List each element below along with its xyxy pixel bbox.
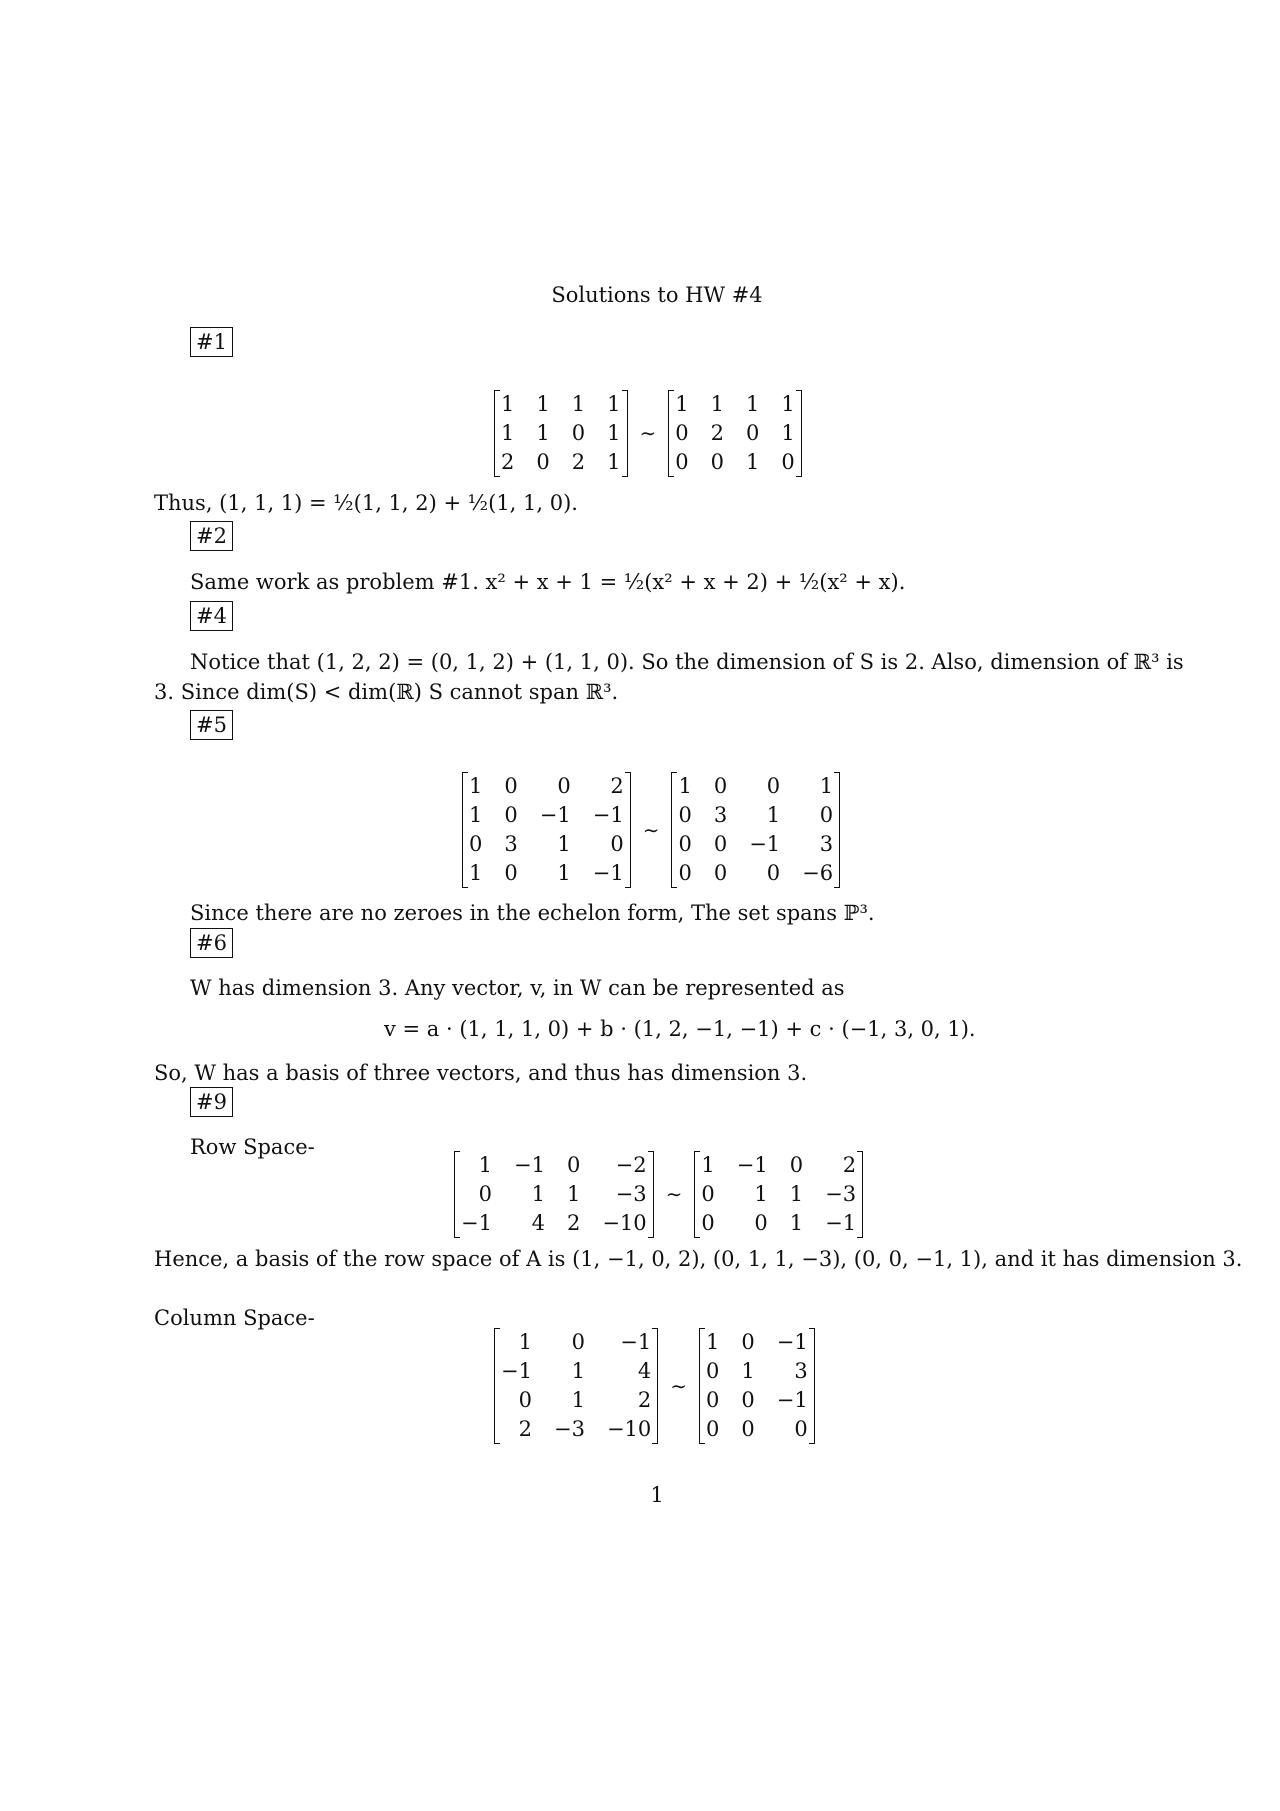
matrix-table	[706, 1328, 808, 1444]
matrix-entry: 1	[571, 1359, 585, 1383]
matrix-entry: 1	[819, 774, 834, 798]
matrix-entry: −1	[749, 832, 781, 856]
matrix-entry: 1	[607, 450, 621, 474]
matrix-entry: 1	[469, 774, 483, 798]
matrix-entry: −2	[615, 1153, 647, 1177]
matrix-row	[701, 1151, 856, 1180]
matrix-entry: −1	[736, 1153, 768, 1177]
matrix-entry: 0	[741, 1417, 755, 1441]
matrix-entry: 1	[781, 421, 795, 445]
matrix-entry: 0	[678, 861, 692, 885]
matrix-entry: 3	[819, 832, 834, 856]
matrix-entry: −6	[802, 861, 834, 885]
matrix-row	[706, 1415, 808, 1444]
matrix-row	[675, 390, 795, 419]
matrix-entry: 0	[571, 1330, 585, 1354]
matrix-entry: 1	[557, 832, 571, 856]
matrix-row	[678, 859, 833, 888]
row-equivalence-symbol: ∼	[670, 1373, 688, 1398]
matrix-entry: 1	[789, 1211, 804, 1235]
matrix-entry: −1	[776, 1388, 808, 1412]
problem-5-text: Since there are no zeroes in the echelon form, The set spans ℙ³.	[190, 901, 875, 925]
page-number: 1	[650, 1483, 664, 1507]
matrix-entry: 0	[766, 774, 781, 798]
matrix-entry: −1	[776, 1330, 808, 1354]
row-space-heading: Row Space-	[190, 1135, 315, 1159]
matrix-entry: 1	[566, 1182, 581, 1206]
matrix-entry: 1	[710, 392, 725, 416]
matrix	[454, 1151, 654, 1238]
matrix-row	[678, 830, 833, 859]
matrix-entry: 1	[675, 392, 689, 416]
problem-label-9: #9	[190, 1087, 233, 1117]
page-title: Solutions to HW #4	[551, 283, 763, 307]
matrix-entry: 0	[571, 421, 586, 445]
problem-6-text-line-2: So, W has a basis of three vectors, and thus has dimension 3.	[154, 1061, 808, 1085]
matrix-entry: −1	[461, 1211, 492, 1235]
matrix-entry: 1	[746, 392, 760, 416]
row-space-basis-text: Hence, a basis of the row space of A is (1, −1, 0, 2), (0, 1, 1, −3), (0, 0, −1, 1), and it has dimension 3.	[154, 1247, 1243, 1271]
matrix-entry: 0	[566, 1153, 581, 1177]
matrix-entry: 0	[781, 450, 795, 474]
matrix-row	[678, 801, 833, 830]
matrix-row	[706, 1386, 808, 1415]
matrix-entry: 0	[794, 1417, 808, 1441]
matrix-entry: 1	[469, 803, 483, 827]
matrix-row	[469, 801, 624, 830]
matrix-entry: −1	[592, 861, 624, 885]
matrix-row	[501, 1328, 651, 1357]
column-space-heading: Column Space-	[154, 1306, 315, 1330]
matrix	[494, 1328, 658, 1444]
matrix-row	[501, 419, 621, 448]
matrix-entry: 0	[713, 861, 728, 885]
problem-1-text: Thus, (1, 1, 1) = ½(1, 1, 2) + ½(1, 1, 0).	[154, 491, 578, 515]
matrix	[494, 390, 628, 477]
matrix-table	[701, 1151, 856, 1238]
matrix	[671, 772, 840, 888]
matrix-entry: 3	[504, 832, 518, 856]
matrix-table	[675, 390, 795, 477]
matrix-entry: 1	[571, 1388, 585, 1412]
matrix-entry: 1	[741, 1359, 755, 1383]
matrix-entry: 2	[710, 421, 725, 445]
matrix-entry: 1	[607, 392, 621, 416]
problem-label-5: #5	[190, 710, 233, 740]
matrix-entry: −3	[615, 1182, 647, 1206]
matrix-entry: 0	[701, 1211, 715, 1235]
matrix-table	[501, 1328, 651, 1444]
matrix-entry: −10	[606, 1417, 652, 1441]
problem-label-6: #6	[190, 928, 233, 958]
matrix-entry: 0	[469, 832, 483, 856]
matrix-entry: 1	[536, 392, 550, 416]
matrix-row	[469, 830, 624, 859]
matrix-entry: 0	[713, 832, 728, 856]
matrix	[699, 1328, 815, 1444]
matrix-entry: −1	[513, 1153, 545, 1177]
matrix-entry: 1	[469, 861, 483, 885]
matrix-row	[701, 1209, 856, 1238]
matrix-entry: −1	[825, 1211, 857, 1235]
matrix-entry: 0	[710, 450, 725, 474]
row-equivalence-symbol: ∼	[639, 421, 657, 445]
matrix-entry: 0	[766, 861, 781, 885]
matrix-row	[501, 1415, 651, 1444]
matrix-entry: 0	[706, 1359, 720, 1383]
matrix-row	[501, 390, 621, 419]
problem-4-text-line-2: 3. Since dim(S) < dim(ℝ) S cannot span ℝ³.	[154, 680, 619, 704]
matrix-row	[501, 1386, 651, 1415]
matrix-entry: 1	[518, 1330, 532, 1354]
matrix-row	[675, 448, 795, 477]
matrix-entry: −1	[539, 803, 571, 827]
matrix-entry: 0	[504, 774, 518, 798]
matrix-entry: 3	[794, 1359, 808, 1383]
matrix-entry: 0	[610, 832, 624, 856]
matrix-row	[701, 1180, 856, 1209]
matrix-entry: −1	[620, 1330, 652, 1354]
matrix-entry: 0	[706, 1388, 720, 1412]
matrix-entry: 0	[536, 450, 550, 474]
matrix-entry: 4	[531, 1211, 545, 1235]
matrix-entry: 0	[819, 803, 834, 827]
matrix-entry: 0	[754, 1211, 768, 1235]
matrix	[694, 1151, 863, 1238]
matrix-entry: 0	[701, 1182, 715, 1206]
row-equivalence-symbol: ∼	[642, 817, 660, 842]
problem-label-1: #1	[190, 327, 233, 357]
matrix-entry: 0	[746, 421, 760, 445]
matrix-entry: 1	[478, 1153, 492, 1177]
problem-2-text: Same work as problem #1. x² + x + 1 = ½(x² + x + 2) + ½(x² + x).	[190, 570, 906, 594]
matrix-row	[675, 419, 795, 448]
matrix-entry: 0	[504, 861, 518, 885]
matrix-entry: 2	[637, 1388, 652, 1412]
matrix	[462, 772, 631, 888]
matrix-row	[469, 859, 624, 888]
problem-5-matrices	[462, 772, 840, 888]
matrix-entry: 2	[610, 774, 624, 798]
matrix-entry: 0	[706, 1417, 720, 1441]
matrix-entry: 1	[706, 1330, 720, 1354]
matrix-row	[461, 1209, 647, 1238]
matrix-entry: 1	[607, 421, 621, 445]
matrix-table	[469, 772, 624, 888]
matrix-entry: 0	[675, 421, 689, 445]
matrix-entry: 0	[741, 1330, 755, 1354]
matrix-entry: 1	[536, 421, 550, 445]
problem-1-matrices	[494, 390, 802, 477]
matrix-entry: 1	[501, 392, 515, 416]
matrix-entry: 0	[557, 774, 571, 798]
matrix-row	[501, 448, 621, 477]
matrix-entry: −1	[592, 803, 624, 827]
matrix-row	[501, 1357, 651, 1386]
column-space-matrices	[494, 1328, 815, 1444]
matrix-row	[706, 1328, 808, 1357]
matrix-entry: 2	[501, 450, 515, 474]
matrix-entry: −1	[501, 1359, 532, 1383]
matrix-entry: 0	[713, 774, 728, 798]
matrix-entry: 1	[678, 774, 692, 798]
matrix-entry: 0	[478, 1182, 492, 1206]
matrix-entry: 1	[501, 421, 515, 445]
matrix-entry: 1	[789, 1182, 804, 1206]
row-space-matrices	[454, 1151, 863, 1238]
matrix-entry: 2	[566, 1211, 581, 1235]
matrix-entry: 0	[789, 1153, 804, 1177]
matrix-entry: 1	[557, 861, 571, 885]
matrix-row	[461, 1151, 647, 1180]
problem-label-2: #2	[190, 521, 233, 551]
matrix-entry: 0	[678, 803, 692, 827]
matrix-entry: 1	[531, 1182, 545, 1206]
matrix-entry: 2	[518, 1417, 532, 1441]
matrix-entry: −3	[553, 1417, 585, 1441]
matrix-entry: 0	[504, 803, 518, 827]
matrix-entry: 0	[741, 1388, 755, 1412]
problem-6-text-line-1: W has dimension 3. Any vector, v, in W can be represented as	[190, 976, 845, 1000]
matrix-entry: 2	[842, 1153, 857, 1177]
matrix-entry: 1	[571, 392, 586, 416]
matrix-entry: 1	[781, 392, 795, 416]
matrix-table	[501, 390, 621, 477]
matrix-row	[461, 1180, 647, 1209]
matrix-entry: 3	[713, 803, 728, 827]
matrix-table	[678, 772, 833, 888]
matrix-entry: 1	[766, 803, 781, 827]
matrix-entry: 0	[518, 1388, 532, 1412]
problem-label-4: #4	[190, 601, 233, 631]
matrix-row	[678, 772, 833, 801]
matrix-entry: 0	[678, 832, 692, 856]
problem-4-text-line-1: Notice that (1, 2, 2) = (0, 1, 2) + (1, 1, 0). So the dimension of S is 2. Also, dimension of ℝ³ is	[190, 650, 1184, 674]
matrix-entry: 2	[571, 450, 586, 474]
matrix-row	[706, 1357, 808, 1386]
row-equivalence-symbol: ∼	[665, 1182, 683, 1206]
matrix-table	[461, 1151, 647, 1238]
matrix-entry: 4	[637, 1359, 652, 1383]
matrix-entry: 1	[746, 450, 760, 474]
matrix-entry: −3	[825, 1182, 857, 1206]
matrix-entry: 1	[701, 1153, 715, 1177]
problem-6-equation: v = a · (1, 1, 1, 0) + b · (1, 2, −1, −1) + c · (−1, 3, 0, 1).	[384, 1017, 976, 1041]
matrix	[668, 390, 802, 477]
matrix-entry: −10	[602, 1211, 647, 1235]
matrix-entry: 1	[754, 1182, 768, 1206]
matrix-entry: 0	[675, 450, 689, 474]
matrix-row	[469, 772, 624, 801]
